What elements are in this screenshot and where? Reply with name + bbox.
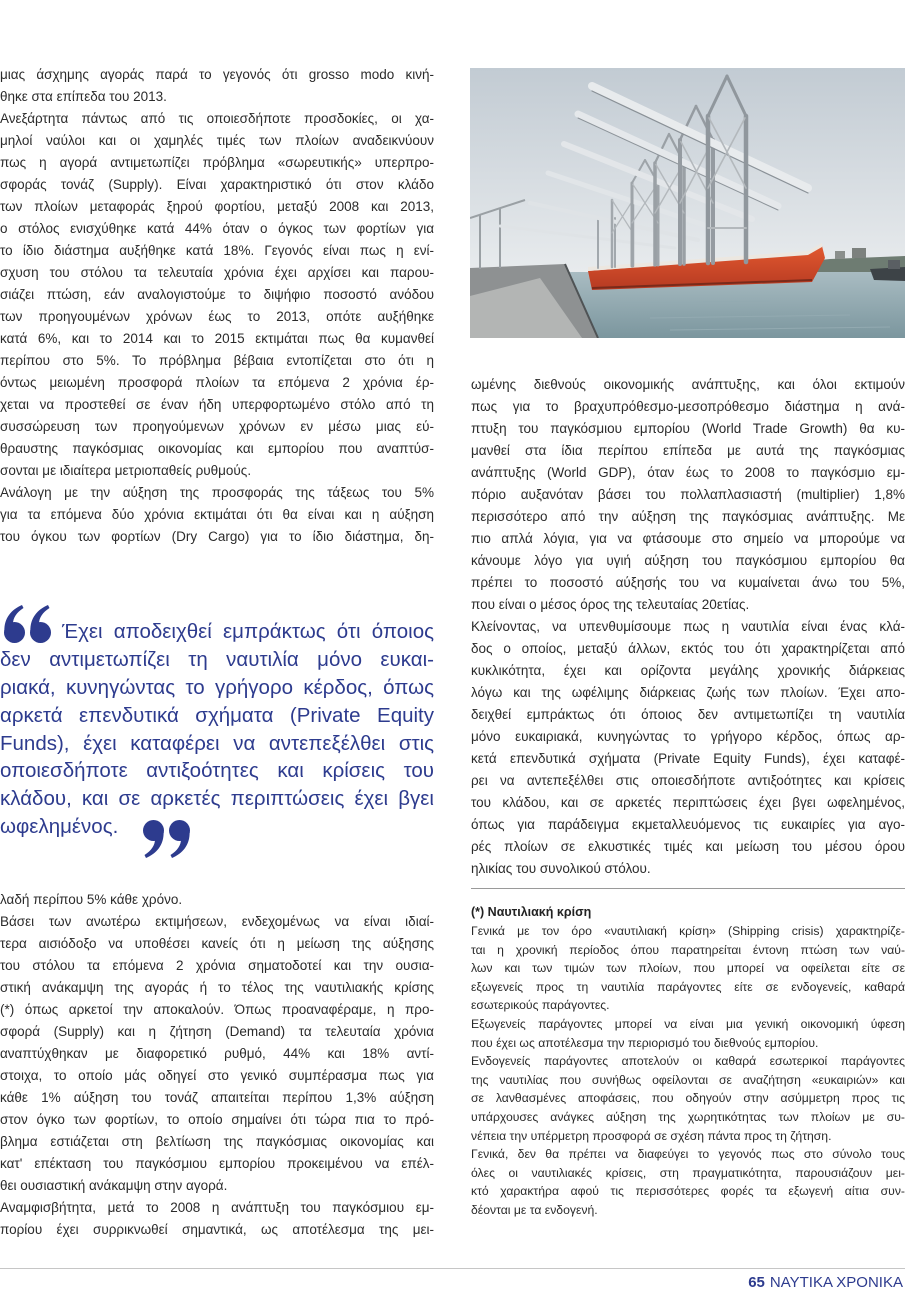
text-line: στοιχα, το οποίο μάς οδηγεί στο γενικό συμπέρασμα πως για — [0, 1068, 434, 1083]
text-line: που έχει ως αποτέλεσμα την περιορισμό του διεθνούς εμπορίου. — [471, 1035, 819, 1050]
text-line: Εξωγενείς παράγοντες μπορεί να είναι μια γενική οικονομική ύφεση — [471, 1016, 905, 1031]
pull-quote — [0, 618, 434, 841]
page-footer — [748, 1275, 903, 1290]
text-line: σφοράς τονάζ (Supply). Είναι χαρακτηριστικό ότι στον κλάδο — [0, 177, 434, 192]
text-line: πτυξη του παγκόσμιου εμπορίου (World Trade Growth) θα κυ- — [471, 421, 905, 436]
text-line: σε λανθασμένες αποφάσεις, που οδηγούν στην ασύμμετρη προς τις — [471, 1091, 905, 1106]
text-line: υπάρχουσες ανάγκες αύξηση της χωρητικότητας των πλοίων με συ- — [471, 1109, 905, 1124]
magazine-name: ΝΑΥΤΙΚΑ ΧΡΟΝΙΚΑ — [769, 1274, 903, 1291]
photo-sky — [470, 68, 905, 278]
text-line: ηλικίας του συνολικού στόλου. — [471, 861, 651, 876]
text-line: περίπου στο 5%. Το πρόβλημα βέβαια εντοπίζεται στο ότι η — [0, 353, 434, 368]
text-line: Ενδογενείς παράγοντες αποτελούν οι καθαρά εσωτερικοί παράγοντες — [471, 1054, 905, 1069]
text-line: κετά επενδυτικά σχήματα (Private Equity Funds), έχει καταφέ- — [471, 751, 905, 766]
shore-building — [852, 248, 866, 258]
text-line: πορίου έχει συρρικνωθεί σημαντικά, ως αποτέλεσμα της μει- — [0, 1222, 434, 1237]
text-line: της ναυτιλίας που συνήθως οφείλονται σε αναζήτηση «ευκαιριών» και — [471, 1072, 905, 1087]
text-line: που είναι ο μέσος όρος της τελευταίας 20ετίας. — [471, 597, 750, 612]
text-line: σιάζει πτώση, εάν αναλογιστούμε το διψήφιο ποσοστό ανόδου — [0, 287, 434, 302]
text-line: του κλάδου, και σε αρκετές περιπτώσεις έχει βγει ωφελημένος, — [471, 795, 905, 810]
text-line: δος ο οποίος, μεταξύ άλλων, εκτός του ότι χαρακτηρίζεται από — [471, 641, 905, 656]
text-line: πρέπει το ποσοστό αύξησής του να κυμαίνεται άνω του 5%, — [471, 575, 905, 590]
left-column-top-text — [0, 64, 434, 548]
text-line: εξωγενείς προς τη ναυτιλία παράγοντες είτε σε ενδογενείς, καθαρά — [471, 979, 905, 994]
right-column-text — [471, 374, 905, 880]
text-line: δειχθεί εμπράκτως ότι όποιος δεν αντιμετωπίζει τη ναυτιλία — [471, 707, 905, 722]
text-line: κυκλικότητα, έχει και ορίζοντα μεγάλης χρονικής διάρκειας — [471, 663, 905, 678]
page-number: 65 — [748, 1274, 765, 1291]
shore-building — [835, 251, 845, 259]
text-line: κατ' επέκταση του παγκόσμιου εμπορίου προκειμένου να επέλ- — [0, 1156, 434, 1171]
pull-quote-line: οποιεσδήποτε αντιξοότητες και κρίσεις του — [0, 759, 434, 783]
ship-cranes-photo — [470, 68, 905, 338]
text-line: μηλοί ναύλοι και οι χαμηλές τιμές των πλοίων αναδεικνύουν — [0, 133, 434, 148]
text-line: Βάσει των ανωτέρω εκτιμήσεων, ενδεχομένως να είναι ιδιαί- — [0, 914, 434, 929]
text-line: όλες οι ναυτιλιακές κρίσεις, στη πραγματικότητα, παρουσιάζουν μει- — [471, 1165, 905, 1180]
footer-rule — [0, 1268, 905, 1269]
text-line: αναπτύχθηκαν με διαφορετικό ρυθμό, 44% και 18% αντί- — [0, 1046, 434, 1061]
text-line: Ανάλογη με την αύξηση της προσφοράς της τάξεως του 5% — [0, 485, 434, 500]
footnote-rule — [471, 888, 905, 889]
text-line: του όγκου των φορτίων (Dry Cargo) για το ίδιο διάστημα, δη- — [0, 529, 434, 544]
text-line: Γενικά με τον όρο «ναυτιλιακή κρίση» (Shipping crisis) χαρακτηρίζε- — [471, 924, 905, 938]
left-column-bottom-text — [0, 889, 434, 1241]
text-line: Αναμφισβήτητα, μετά το 2008 η ανάπτυξη του παγκόσμιου εμ- — [0, 1200, 434, 1215]
text-line: των προηγουμένων χρόνων έως το 2013, οπότε αυξήθηκε — [0, 309, 434, 324]
text-line: χεται να προστεθεί σε έναν ήδη υπερφορτωμένο στόλο από τη — [0, 397, 434, 412]
text-line: συσσώρευση των προηγούμενων χρόνων εν μέσω μιας εύ- — [0, 419, 434, 434]
far-vessel-hull — [870, 267, 905, 281]
text-line: ανάπτυξης (World GDP), όταν έως το 2008 το παγκόσμιο εμ- — [471, 465, 905, 480]
text-line: δέονται με τα ενδογενή. — [471, 1202, 598, 1217]
text-line: Ανεξάρτητα πάντως από τις οποιεσδήποτε προσδοκίες, οι χα- — [0, 111, 434, 126]
footnote-title: (*) Ναυτιλιακή κρίση — [471, 905, 592, 919]
text-line: των πλοίων μεταφοράς ξηρού φορτίου, μεταξύ 2008 και 2013, — [0, 199, 434, 214]
pull-quote-line: δεν αντιμετωπίζει τη ναυτιλία μόνο ευκαι- — [0, 647, 434, 671]
text-line: το ίδιο διάστημα αυξήθηκε κατά 18%. Γεγονός είναι πως η ενί- — [0, 243, 434, 258]
text-line: ρει να αντεπεξέλθει στις οποιεσδήποτε αντιξοότητες και κρίσεις — [471, 773, 905, 788]
pull-quote-line: Funds), έχει καταφέρει να αντεπεξέλθει στις — [0, 731, 434, 755]
text-line: βλημα εστιάζεται στη βελτίωση της παγκόσμιας οικονομίας και — [0, 1134, 434, 1149]
text-line: λων και των τιμών των πλοίων, που μπορεί να οφείλεται είτε σε — [471, 961, 905, 976]
text-line: ο στόλος ενισχύθηκε κατά 44% όταν ο όγκος των φορτίων για — [0, 221, 434, 236]
text-line: (*) όπως αρκετοί την αποκαλούν. Όπως προαναφέραμε, η προ- — [0, 1002, 434, 1017]
text-line: περισσότερο από την αύξηση της παγκόσμιας ανάπτυξης. Με — [471, 509, 905, 524]
text-line: Γενικά, δεν θα πρέπει να διαφεύγει το γεγονός πως στο σύνολο τους — [471, 1147, 905, 1162]
text-line: πιο απλά λόγια, για να φτάσουμε στο σημείο να μπορούμε να — [471, 531, 905, 546]
text-line: όντως μειωμένη προσφορά πλοίων τα επόμενα 2 χρόνια έρ- — [0, 375, 434, 390]
text-line: θηκε στα επίπεδα του 2013. — [0, 89, 167, 104]
text-line: θραυστης παγκόσμιας οικονομίας και εμπορίου που αναπτύσ- — [0, 441, 434, 456]
text-line: μόνο ευκαιριακά, κυνηγώντας το γρήγορο κέρδος, όπως αρ- — [471, 729, 905, 744]
text-line: νέπεια την υπέρμετρη προσφορά σε σχέση πάντα προς τη ζήτηση. — [471, 1128, 832, 1143]
pull-quote-line: ωφελημένος. — [0, 815, 119, 839]
text-line: σονται με ιδιαίτερα μετριοπαθείς ρυθμούς. — [0, 463, 252, 478]
text-line: ρές πλοίων σε ελκυστικές τιμές και μείωση του μέσου όρου — [471, 839, 905, 854]
text-line: κτό χαρακτήρα αφού τις περισσότερες φορές τα εξωγενή αίτια συν- — [471, 1184, 905, 1199]
text-line: κατά 6%, και το 2014 και το 2015 εκτιμάται πως θα κυμανθεί — [0, 331, 434, 346]
pull-quote-line: ριακά, κυνηγώντας το γρήγορο κέρδος, όπως — [0, 675, 434, 699]
text-line: λόγω και της ωφέλιμης διάρκειας ζωής των πλοίων. Έχει απο- — [471, 685, 905, 700]
text-line: εσωτερικούς παράγοντες. — [471, 998, 610, 1013]
text-line: του στόλου τα επόμενα 2 χρόνια σηματοδοτεί και την ουσια- — [0, 958, 434, 973]
footnote-box — [471, 922, 905, 1220]
text-line: πως η αγορά αντιμετωπίζει πρόβλημα «σωρευτικής» υπερπρο- — [0, 155, 434, 170]
text-line: τερα αισιόδοξο να υποθέσει κανείς ότι η μείωση της αύξησης — [0, 936, 434, 951]
text-line: για τα επόμενα δύο χρόνια εκτιμάται ότι θα είναι και η αύξηση — [0, 507, 434, 522]
text-line: σχυση του στόλου τα τελευταία χρόνια έχει αρχίσει και παρου- — [0, 265, 434, 280]
text-line: θει ουσιαστική ανάκαμψη στην αγορά. — [0, 1178, 228, 1193]
text-line: ωμένης διεθνούς οικονομικής ανάπτυξης, και όλοι εκτιμούν — [471, 377, 905, 392]
pull-quote-line: κλάδου, και σε αρκετές περιπτώσεις έχει βγει — [0, 787, 434, 811]
text-line: στική ανάκαμψη της αγοράς ή το τέλος της ναυτιλιακής κρίσης — [0, 980, 434, 995]
text-line: μανθεί στα ίδια περίπου επίπεδα με αυτά της παγκόσμιας — [471, 443, 905, 458]
pull-quote-line: Έχει αποδειχθεί εμπράκτως ότι όποιος — [62, 620, 434, 643]
text-line: πόριο αυξανόταν βάσει του πολλαπλασιαστή (multiplier) 1,8% — [471, 487, 905, 502]
text-line: Κλείνοντας, να υπενθυμίσουμε πως η ναυτιλία είναι ένας κλά- — [471, 619, 905, 634]
text-line: κάθε 1% αύξηση του τονάζ απαιτείται περίπου 1,3% αύξηση — [0, 1090, 434, 1105]
text-line: κάνουμε λόγο για υγιή αύξηση του παγκόσμιου εμπορίου θα — [471, 553, 905, 568]
pull-quote-line: αρκετά επενδυτικά σχήματα (Private Equity — [0, 703, 434, 727]
text-line: ται η χρονική περίοδος όπου παρατηρείται έντονη πτώση των ναύ- — [471, 942, 905, 957]
text-line: μιας άσχημης αγοράς παρά το γεγονός ότι grosso modo κινή- — [0, 67, 434, 82]
text-line: λαδή περίπου 5% κάθε χρόνο. — [0, 892, 183, 907]
text-line: όπως για παράδειγμα εκμεταλλευόμενος τις ευκαιρίες για αγο- — [471, 817, 905, 832]
far-vessel-cabin — [888, 260, 900, 269]
text-line: πως για το βραχυπρόθεσμο-μεσοπρόθεσμο διάστημα η ανά- — [471, 399, 905, 414]
text-line: στον όγκο των φορτίων, το οποίο σημαίνει ότι τώρα πια το πρό- — [0, 1112, 434, 1127]
text-line: σφορά (Supply) και η ζήτηση (Demand) τα τελευταία χρόνια — [0, 1024, 434, 1039]
closing-quote-icon — [143, 820, 191, 858]
